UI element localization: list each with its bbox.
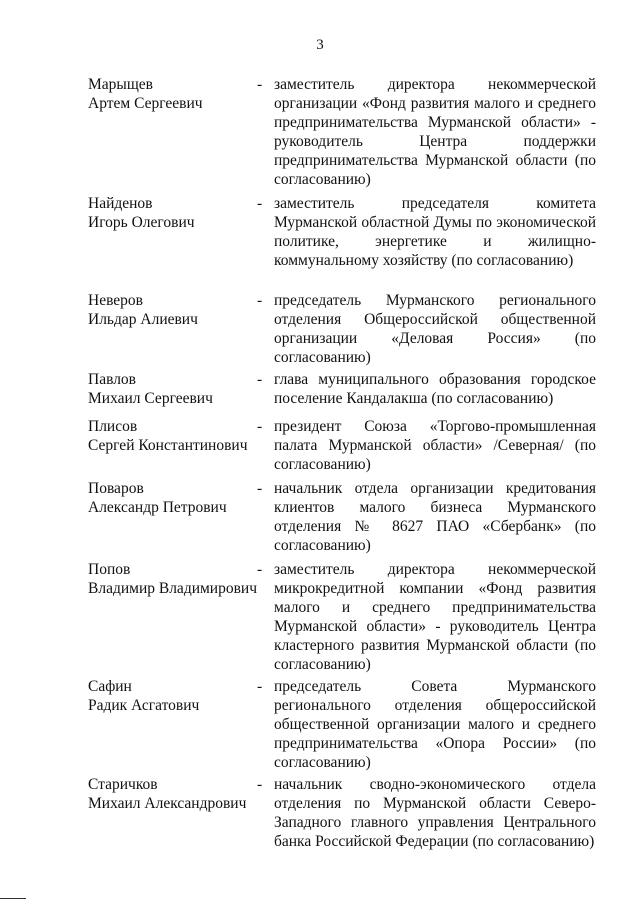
member-given-names: Радик Асгатович bbox=[88, 697, 200, 714]
member-given-names: Ильдар Алиевич bbox=[88, 311, 198, 328]
member-name bbox=[88, 75, 258, 113]
member-role: председатель Совета Мурманского регионального отделения общероссийской общественной организации малого и среднего предпринимательства «Опора России» (по согласованию) bbox=[274, 678, 596, 771]
member-surname: Марыщев bbox=[88, 76, 153, 93]
member-given-names: Владимир Владимирович bbox=[88, 580, 258, 597]
separator-dash: - bbox=[257, 195, 263, 212]
member-name bbox=[88, 677, 258, 715]
member-role: глава муниципального образования городское поселение Кандалакша (по согласованию) bbox=[274, 371, 596, 407]
separator-dash: - bbox=[257, 418, 263, 435]
member-given-names: Сергей Константинович bbox=[88, 437, 248, 454]
member-name bbox=[88, 775, 258, 813]
scan-edge-mark bbox=[0, 898, 26, 899]
member-role: заместитель председателя комитета Мурманской областной Думы по экономической политике, энергетике и жилищно-коммунальному хозяйству (по согласованию) bbox=[274, 195, 596, 269]
member-role: начальник сводно-экономического отдела отделения по Мурманской области Северо-Западного главного управления Центрального банка Российской Федерации (по согласованию) bbox=[274, 776, 596, 850]
separator-dash: - bbox=[257, 76, 263, 93]
member-surname: Неверов bbox=[88, 292, 143, 309]
member-name bbox=[88, 291, 258, 329]
separator-dash: - bbox=[257, 561, 263, 578]
separator-dash: - bbox=[257, 480, 263, 497]
member-name bbox=[88, 370, 258, 408]
member-given-names: Игорь Олегович bbox=[88, 214, 195, 231]
member-surname: Павлов bbox=[88, 371, 136, 388]
member-given-names: Михаил Александрович bbox=[88, 795, 247, 812]
member-name bbox=[88, 479, 258, 517]
member-surname: Попов bbox=[88, 561, 131, 578]
separator-dash: - bbox=[257, 292, 263, 309]
member-given-names: Михаил Сергеевич bbox=[88, 390, 213, 407]
member-surname: Поваров bbox=[88, 480, 144, 497]
member-name bbox=[88, 560, 258, 598]
member-surname: Сафин bbox=[88, 678, 132, 695]
member-surname: Найденов bbox=[88, 195, 153, 212]
separator-dash: - bbox=[257, 371, 263, 388]
member-surname: Плисов bbox=[88, 418, 138, 435]
separator-dash: - bbox=[257, 678, 263, 695]
member-role: заместитель директора некоммерческой микрокредитной компании «Фонд развития малого и среднего предпринимательства Мурманской области» - руководитель Центра кластерного развития Мурманской области (по согласованию) bbox=[274, 561, 596, 673]
member-role: заместитель директора некоммерческой организации «Фонд развития малого и среднего предпринимательства Мурманской области» - руководитель Центра поддержки предпринимательства Мурманской области (по согласованию) bbox=[274, 76, 596, 188]
member-surname: Старичков bbox=[88, 776, 158, 793]
separator-dash: - bbox=[257, 776, 263, 793]
member-name bbox=[88, 417, 258, 455]
member-role: начальник отдела организации кредитования клиентов малого бизнеса Мурманского отделения № 8627 ПАО «Сбербанк» (по согласованию) bbox=[274, 480, 596, 554]
member-role: президент Союза «Торгово-промышленная палата Мурманской области» /Северная/ (по согласованию) bbox=[274, 418, 596, 473]
page-number: 3 bbox=[316, 37, 324, 53]
member-name bbox=[88, 194, 258, 232]
member-role: председатель Мурманского регионального отделения Общероссийской общественной организации «Деловая Россия» (по согласованию) bbox=[274, 292, 596, 366]
member-given-names: Александр Петрович bbox=[88, 499, 227, 516]
member-given-names: Артем Сергеевич bbox=[88, 95, 203, 112]
